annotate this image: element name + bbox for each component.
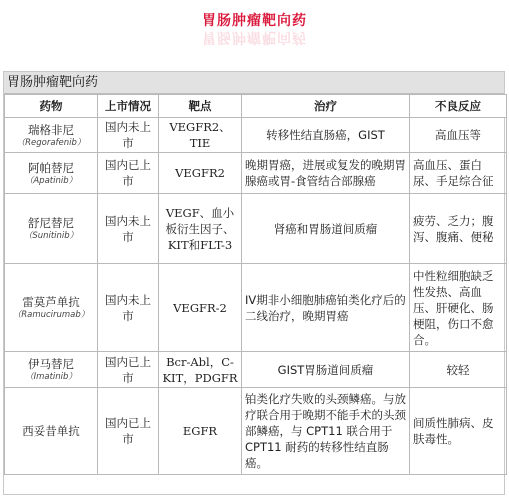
drug-name: 瑞格非尼 — [28, 122, 74, 137]
target-cell: VEGFR-2 — [159, 264, 242, 352]
treatment-cell: IV期非小细胞肺癌铂类化疗后的二线治疗，晚期胃癌 — [242, 264, 410, 352]
header-drug: 药物 — [5, 95, 98, 118]
table-row — [5, 118, 507, 153]
table-row — [5, 352, 507, 388]
target-cell: Bcr-Abl，C-KIT，PDGFR — [159, 352, 242, 388]
status-cell: 国内未上市 — [98, 118, 159, 153]
treatment-cell: GIST胃肠道间质瘤 — [242, 352, 410, 388]
table-row — [5, 194, 507, 264]
adverse-cell: 中性粒细胞缺乏性发热、高血压、肝硬化、肠梗阻，伤口不愈合。 — [410, 264, 507, 352]
treatment-cell: 转移性结直肠癌，GIST — [242, 118, 410, 153]
page-title-reflection: 胃肠肿瘤靶向药 — [202, 29, 307, 45]
drug-cell — [5, 194, 98, 264]
treatment-cell: 铂类化疗失败的头颈鳞癌。与放疗联合用于晚期不能手术的头颈部鳞癌，与 CPT11 联合用于 CPT11 耐药的转移性结直肠癌。 — [242, 388, 410, 475]
table-row — [5, 264, 507, 352]
treatment-cell: 晚期胃癌，进展或复发的晚期胃腺癌或胃-食管结合部腺癌 — [242, 153, 410, 194]
adverse-cell: 较轻 — [410, 352, 507, 388]
status-cell: 国内未上市 — [98, 264, 159, 352]
status-cell: 国内已上市 — [98, 352, 159, 388]
drug-cell — [5, 352, 98, 388]
drug-name-en: （Apatinib） — [24, 175, 78, 186]
drug-cell — [5, 118, 98, 153]
target-cell: VEGFR2 — [159, 153, 242, 194]
target-cell: VEGFR2、TIE — [159, 118, 242, 153]
target-cell: EGFR — [159, 388, 242, 475]
page-title: 胃肠肿瘤靶向药 — [202, 13, 307, 29]
drug-table — [4, 94, 507, 475]
table-row — [5, 153, 507, 194]
status-cell: 国内已上市 — [98, 388, 159, 475]
header-status: 上市情况 — [98, 95, 159, 118]
drug-name: 伊马替尼 — [28, 357, 74, 371]
adverse-cell: 疲劳、乏力；腹泻、腹痛、便秘 — [410, 194, 507, 264]
status-cell: 国内已上市 — [98, 153, 159, 194]
header-target: 靶点 — [159, 95, 242, 118]
drug-name: 舒尼替尼 — [28, 216, 74, 230]
table-row — [5, 388, 507, 475]
status-cell: 国内未上市 — [98, 194, 159, 264]
drug-name-en: （Regorafenib） — [16, 137, 86, 148]
table-caption: 胃肠肿瘤靶向药 — [4, 72, 504, 94]
drug-name-en: （Imatinib） — [25, 372, 77, 382]
treatment-cell: 肾癌和胃肠道间质瘤 — [242, 194, 410, 264]
drug-name-en: （Sunitinib） — [23, 231, 79, 241]
drug-cell — [5, 388, 98, 475]
drug-cell — [5, 264, 98, 352]
header-treatment: 治疗 — [242, 95, 410, 118]
adverse-cell: 高血压等 — [410, 118, 507, 153]
drug-name: 雷莫芦单抗 — [22, 295, 80, 309]
table-header-row — [5, 95, 507, 118]
target-cell: VEGF、血小板衍生因子、KIT和FLT-3 — [159, 194, 242, 264]
adverse-cell: 高血压、蛋白尿、手足综合征 — [410, 153, 507, 194]
adverse-cell: 间质性肺病、皮肤毒性。 — [410, 388, 507, 475]
header-adverse: 不良反应 — [410, 95, 507, 118]
drug-cell — [5, 153, 98, 194]
drug-table-panel — [3, 71, 505, 495]
drug-name-en: （Ramucirumab） — [12, 310, 90, 320]
drug-name: 西妥昔单抗 — [22, 424, 80, 438]
drug-name: 阿帕替尼 — [28, 160, 74, 175]
